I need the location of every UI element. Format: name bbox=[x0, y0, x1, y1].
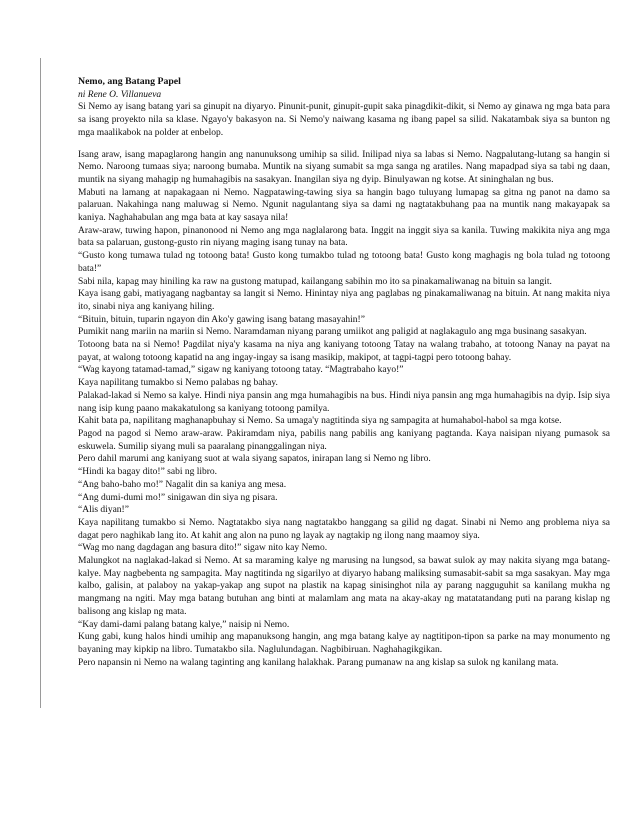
margin-rule bbox=[40, 58, 41, 708]
story-paragraph: Kaya napilitang tumakbo si Nemo. Nagtatakbo siya nang nagtatakbo hanggang sa gilid ng dagat. Sinabi ni Nemo ang problema niya sa dagat pero naghikab lang ito. At kahit ang alon na puno ng layak ay nagtakip ng ilong nang maamoy siya. bbox=[78, 517, 610, 541]
story-paragraph: “Wag mo nang dagdagan ang basura dito!” sigaw nito kay Nemo. bbox=[78, 543, 328, 554]
story-paragraph: “Hindi ka bagay dito!” sabi ng libro. bbox=[78, 467, 218, 478]
story-body bbox=[78, 149, 610, 670]
story-paragraph: Kaya napilitang tumakbo si Nemo palabas ng bahay. bbox=[78, 378, 278, 389]
document-page bbox=[78, 76, 610, 669]
story-paragraph: “Kay dami-dami palang batang kalye,” naisip ni Nemo. bbox=[78, 619, 290, 630]
story-paragraph: Palakad-lakad si Nemo sa kalye. Hindi niya pansin ang mga humahagibis na bus. Hindi niya pansin ang mga humahagibis na dyip. Isip siya nang isip kung paano makakatulong sa kaniyang totoong pamilya. bbox=[78, 390, 610, 414]
paragraph-gap bbox=[78, 140, 610, 149]
intro-paragraph: Si Nemo ay isang batang yari sa ginupit na diyaryo. Pinunit-punit, ginupit-gupit saka pinagdikit-dikit, si Nemo ay ginawa ng mga bata para sa isang proyekto nila sa klase. Ngayo'y bakasyon na. Si Nemo'y naiwang kasama ng ibang papel sa silid. Nakatambak siya sa bunton ng mga maalikabok na polder at enbelop. bbox=[78, 102, 610, 138]
story-paragraph: Isang araw, isang mapaglarong hangin ang nanunuksong umihip sa silid. Inilipad niya sa labas si Nemo. Nagpalutang-lutang sa hangin si Nemo. Naroong tumaas siya; naroong bumaba. Muntik na siyang sumabit sa mga sanga ng aratiles. Nang mapadpad siya sa tabi ng daan, muntik na siyang mahagip ng humahagibis na sasakyan. Inangilan siya ng dyip. Binulyawan ng kotse. At sininghalan ng bus. bbox=[78, 149, 610, 185]
story-paragraph: Araw-araw, tuwing hapon, pinanonood ni Nemo ang mga naglalarong bata. Inggit na inggit siya sa kanila. Tuwing makikita niya ang mga bata sa palaruan, gustong-gusto rin niyang maging isang tunay na bata. bbox=[78, 225, 610, 249]
story-paragraph: Malungkot na naglakad-lakad si Nemo. At sa maraming kalye ng marusing na lungsod, sa bawat sulok ay may nakita siyang mga batang-kalye. May nagbebenta ng sampagita. May nagtitinda ng sigarilyo at diyaryo habang maliksing sumasabit-sabit sa mga sasakyan. May mga kalbo, galisin, at palaboy na yakap-yakap ang supot na plastik na kapag sinisinghot nila ay parang nagguguhit sa kanilang mukha ng mangmang na ngiti. May mga batang butuhan ang binti at malamlam ang mata na akay-akay ng matatatandang puti na parang kislap ng balisong ang kislap ng mata. bbox=[78, 556, 610, 617]
story-paragraph: Kahit bata pa, napilitang maghanapbuhay si Nemo. Sa umaga'y nagtitinda siya ng sampagita at humahabol-habol sa mga kotse. bbox=[78, 416, 562, 427]
story-paragraph: Pagod na pagod si Nemo araw-araw. Pakiramdam niya, pabilis nang pabilis ang kaniyang pagtanda. Kaya naisipan niyang pumasok sa eskuwela. Sumilip siyang muli sa paaralang pinanggalingan niya. bbox=[78, 428, 610, 452]
story-paragraph: “Bituin, bituin, tuparin ngayon din Ako'y gawing isang batang masayahin!” bbox=[78, 314, 365, 325]
story-title: Nemo, ang Batang Papel bbox=[78, 76, 181, 87]
story-paragraph: “Alis diyan!” bbox=[78, 505, 129, 516]
story-paragraph: “Gusto kong tumawa tulad ng totoong bata! Gusto kong tumakbo tulad ng totoong bata! Gusto kong maghagis ng bola tulad ng totoong bata!” bbox=[78, 251, 610, 274]
story-author: ni Rene O. Villanueva bbox=[78, 89, 162, 100]
story-paragraph: Pero napansin ni Nemo na walang taginting ang kanilang halakhak. Parang pumanaw na ang kislap sa sulok ng kanilang mata. bbox=[78, 657, 559, 668]
story-paragraph: Pumikit nang mariin na mariin si Nemo. Naramdaman niyang parang umiikot ang paligid at naglakagulo ang mga businang sasakyan. bbox=[78, 327, 587, 338]
story-paragraph: “Ang dumi-dumi mo!” sinigawan din siya ng pisara. bbox=[78, 492, 278, 503]
story-paragraph: Mabuti na lamang at napakagaan ni Nemo. Nagpatawing-tawing siya sa hangin bago tuluyang lumapag sa gitna ng panot na damo sa palaruan. Nakahinga nang maluwag si Nemo. Ngunit nagulantang siya sa dami ng nagtatakbuhang paa na muntik nang makayapak sa kaniya. Naghahabulan ang mga bata at kay sasaya nila! bbox=[78, 187, 610, 224]
story-paragraph: Kung gabi, kung halos hindi umihip ang mapanuksong hangin, ang mga batang kalye ay nagtitipon-tipon sa parke na may monumento ng bayaning may kipkip na libro. Tumatakbo sila. Naglulundagan. Nagbibiruan. Naghahagikgikan. bbox=[78, 632, 610, 655]
story-paragraph: Pero dahil marumi ang kaniyang suot at wala siyang sapatos, inirapan lang si Nemo ng libro. bbox=[78, 454, 431, 465]
story-paragraph: “Wag kayong tatamad-tamad,” sigaw ng kaniyang totoong tatay. “Magtrabaho kayo!” bbox=[78, 365, 404, 376]
story-paragraph: Kaya isang gabi, matiyagang nagbantay sa langit si Nemo. Hinintay niya ang paglabas ng pinakamaliwanag na bituin. At nang makita niya ito, sinabi niya ang kaniyang hiling. bbox=[78, 289, 610, 312]
story-paragraph: Sabi nila, kapag may hiniling ka raw na gustong matupad, kailangang sabihin mo ito sa pinakamaliwanag na bituin sa langit. bbox=[78, 276, 552, 287]
story-paragraph: Totoong bata na si Nemo! Pagdilat niya'y kasama na niya ang kaniyang totoong Tatay na walang trabaho, at totoong Nanay na payat na payat, at walong totoong kapatid na ang ingay-ingay sa isang masikip, makipot, at tagpi-tagpi pero totoong bahay. bbox=[78, 340, 610, 363]
story-paragraph: “Ang baho-baho mo!” Nagalit din sa kaniya ang mesa. bbox=[78, 479, 287, 490]
